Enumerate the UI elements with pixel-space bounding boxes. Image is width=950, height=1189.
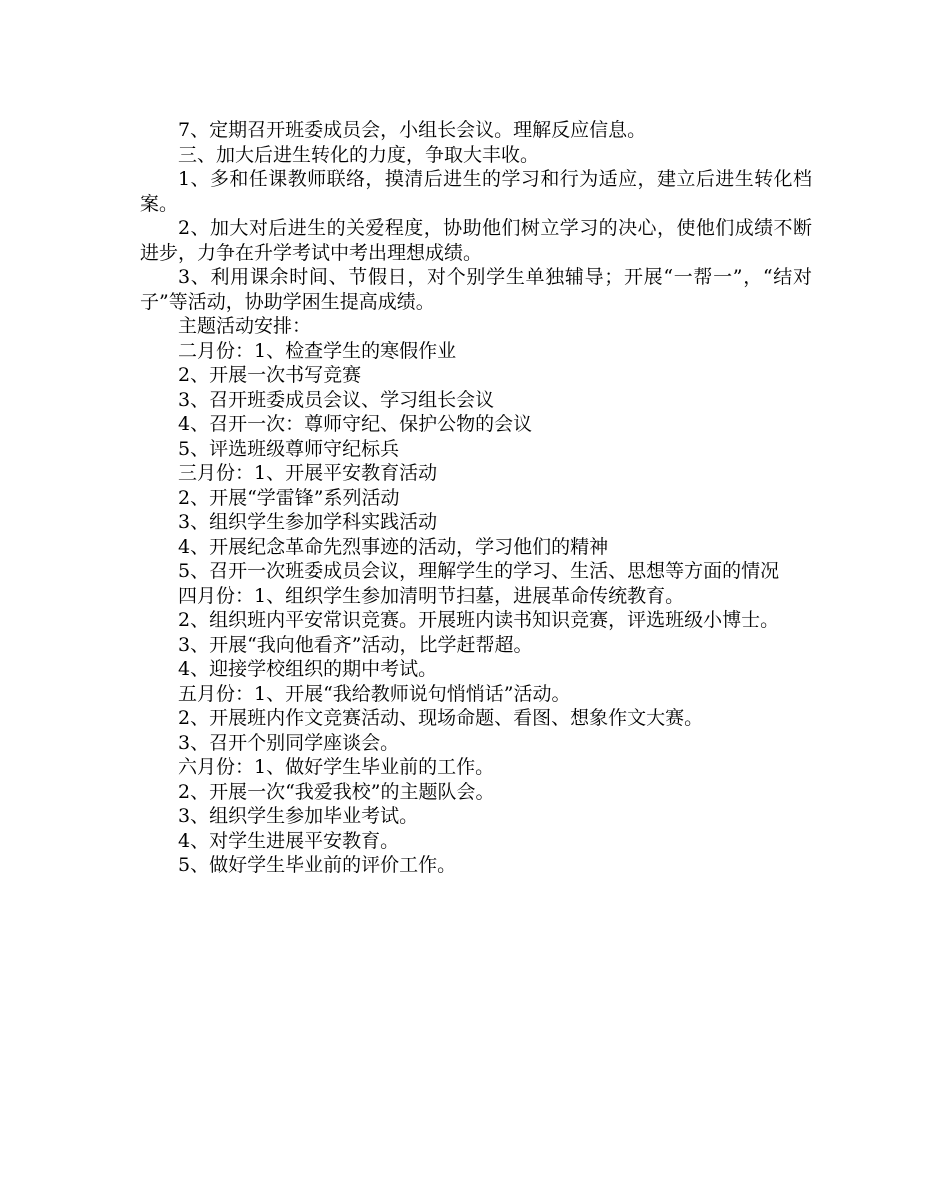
list-item: 2、开展一次书写竞赛 — [178, 364, 362, 386]
list-item: 六月份：1、做好学生毕业前的工作。 — [178, 756, 495, 778]
list-item: 2、开展班内作文竞赛活动、现场命题、看图、想象作文大赛。 — [178, 707, 704, 729]
list-item: 五月份：1、开展“我给教师说句悄悄话”活动。 — [178, 682, 571, 705]
list-item: 3、召开个别同学座谈会。 — [178, 731, 400, 754]
list-item: 4、对学生进展平安教育。 — [178, 829, 400, 852]
list-item: 2、开展“学雷锋”系列活动 — [178, 486, 400, 509]
paragraph: 1、多和任课教师联络，摸清后进生的学习和行为适应，建立后进生转化档案。 — [140, 168, 812, 215]
list-item: 四月份：1、组织学生参加清明节扫墓，进展革命传统教育。 — [178, 584, 685, 607]
section-heading: 主题活动安排： — [178, 315, 312, 337]
list-item: 2、开展一次“我爱我校”的主题队会。 — [178, 780, 495, 803]
list-item: 4、召开一次：尊师守纪、保护公物的会议 — [178, 413, 533, 435]
list-item: 4、开展纪念革命先烈事迹的活动，学习他们的精神 — [178, 535, 609, 558]
list-item: 二月份：1、检查学生的寒假作业 — [178, 339, 457, 362]
list-item: 3、开展“我向他看齐”活动，比学赶帮超。 — [178, 633, 533, 656]
list-item: 3、组织学生参加毕业考试。 — [178, 805, 419, 827]
list-item: 3、组织学生参加学科实践活动 — [178, 511, 438, 533]
paragraph: 3、利用课余时间、节假日，对个别学生单独辅导；开展“一帮一”，“结对子”等活动，协助学困生提高成绩。 — [140, 266, 812, 313]
list-item: 4、迎接学校组织的期中考试。 — [178, 658, 438, 680]
list-item: 2、组织班内平安常识竞赛。开展班内读书知识竞赛，评选班级小博士。 — [178, 609, 780, 631]
list-item: 三月份：1、开展平安教育活动 — [178, 462, 438, 484]
document-body — [140, 118, 812, 878]
list-item: 5、召开一次班委成员会议，理解学生的学习、生活、思想等方面的情况 — [178, 560, 780, 582]
list-item: 3、召开班委成员会议、学习组长会议 — [178, 388, 495, 411]
list-item: 5、评选班级尊师守纪标兵 — [178, 437, 400, 460]
paragraph: 7、定期召开班委成员会，小组长会议。理解反应信息。 — [178, 119, 647, 141]
paragraph: 2、加大对后进生的关爱程度，协助他们树立学习的决心，使他们成绩不断进步，力争在升学考试中考出理想成绩。 — [140, 217, 812, 264]
section-heading: 三、加大后进生转化的力度，争取大丰收。 — [178, 143, 540, 166]
list-item: 5、做好学生毕业前的评价工作。 — [178, 854, 457, 876]
